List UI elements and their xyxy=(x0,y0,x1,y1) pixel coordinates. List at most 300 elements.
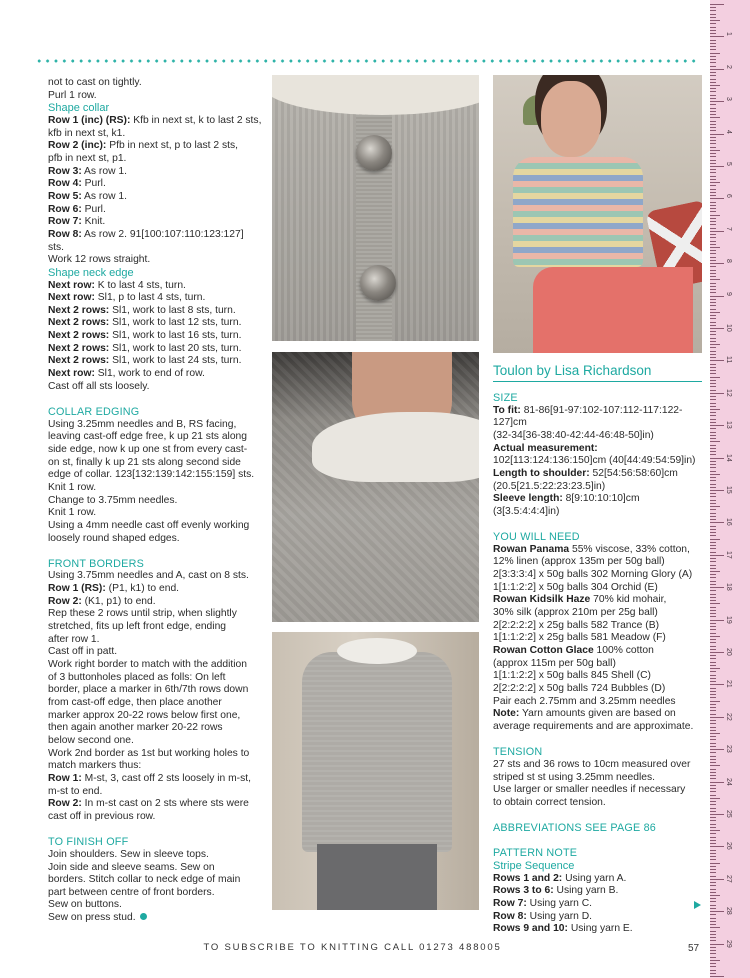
body-line: 102[113:124:136:150]cm (40[44:49:54:59]in) xyxy=(493,455,696,467)
ruler-tick xyxy=(710,759,716,760)
row-label: Next row: xyxy=(48,368,95,380)
body-line: from cast-off edge, then place another xyxy=(48,697,222,709)
body-line: (32-34[36-38:40-42:44-46:48-50]in) xyxy=(493,429,654,441)
ruler-tick xyxy=(710,211,716,212)
pattern-row xyxy=(493,708,703,721)
ruler-tick xyxy=(710,594,716,595)
ruler-tick xyxy=(710,798,720,799)
ruler-tick xyxy=(710,415,716,416)
ruler-tick xyxy=(710,263,724,264)
pattern-row xyxy=(48,583,262,596)
row-label: Next row: xyxy=(48,292,95,304)
ruler-tick xyxy=(710,344,720,345)
row-label: Rows 3 to 6: xyxy=(493,885,554,897)
ruler-tick xyxy=(710,827,716,828)
ruler-label: 9 xyxy=(725,291,732,296)
end-dot-icon xyxy=(140,913,147,920)
body-line: 2[2:2:2:2] x 50g balls 724 Bubbles (D) xyxy=(493,683,666,695)
ruler-tick xyxy=(710,205,716,206)
ruler-tick xyxy=(710,526,716,527)
ruler-tick xyxy=(710,121,716,122)
ruler-tick xyxy=(710,79,716,80)
ruler-tick xyxy=(710,464,716,465)
button-bottom-icon xyxy=(360,265,396,301)
ruler-tick xyxy=(710,72,716,73)
pattern-row xyxy=(493,873,703,886)
ruler-label: 7 xyxy=(725,226,732,231)
body-line: stretched, fits up left front edge, ending xyxy=(48,621,227,633)
body-line: kfb in next st, k1. xyxy=(48,127,126,139)
pattern-title: Toulon by Lisa Richardson xyxy=(493,363,652,378)
body-line: m-st to end. xyxy=(48,785,103,797)
ruler-tick xyxy=(710,808,716,809)
ruler-tick xyxy=(710,587,724,588)
ruler-label: 6 xyxy=(725,194,732,199)
ruler-tick xyxy=(710,338,716,339)
ruler-tick xyxy=(710,20,720,21)
row-label: Row 1 (RS): xyxy=(48,583,106,595)
ruler-tick xyxy=(710,840,716,841)
ruler-tick xyxy=(710,723,716,724)
ruler-tick xyxy=(710,27,716,28)
ruler-tick xyxy=(710,535,716,536)
ruler-tick xyxy=(710,237,716,238)
ruler-tick xyxy=(710,82,716,83)
row-text: Pfb in next st, p to last 2 sts, xyxy=(106,140,238,152)
ruler-tick xyxy=(710,684,724,685)
ruler-tick xyxy=(710,639,716,640)
ruler-tick xyxy=(710,169,716,170)
ruler-tick xyxy=(710,616,716,617)
ruler-tick xyxy=(710,895,720,896)
trousers-shape xyxy=(533,267,693,353)
row-text: Yarn amounts given are based on xyxy=(519,708,676,720)
ruler-tick xyxy=(710,879,724,880)
body-line: Cast off in patt. xyxy=(48,646,118,658)
ruler-tick xyxy=(710,325,716,326)
body-line: border, place a marker in 6th/7th rows down xyxy=(48,684,249,696)
ruler-tick xyxy=(710,957,716,958)
skirt-shape xyxy=(317,844,437,910)
ruler-tick xyxy=(710,143,716,144)
body-line: Sew on buttons. xyxy=(48,899,122,911)
pattern-row xyxy=(48,368,262,381)
row-label: Next 2 rows: xyxy=(48,304,110,316)
ruler-tick xyxy=(710,215,720,216)
ruler-tick xyxy=(710,296,724,297)
ruler-tick xyxy=(710,500,716,501)
row-text: Using yarn E. xyxy=(567,923,633,935)
section-subheading: Shape neck edge xyxy=(48,266,134,279)
row-text: 8[9:10:10:10]cm (3[3.5:4:4:4]in) xyxy=(493,493,640,517)
ruler-tick xyxy=(710,947,716,948)
ruler-tick xyxy=(710,30,716,31)
button-top-icon xyxy=(356,135,392,171)
ruler-tick xyxy=(710,746,716,747)
ruler-tick xyxy=(710,872,716,873)
ruler-tick xyxy=(710,600,716,601)
ruler-tick xyxy=(710,354,716,355)
body-line: 30% silk (approx 210m per 25g ball) xyxy=(493,607,658,619)
row-label: Next 2 rows: xyxy=(48,330,110,342)
ruler-tick xyxy=(710,636,720,637)
row-text: Using yarn A. xyxy=(562,872,627,884)
ruler-tick xyxy=(710,859,716,860)
ruler-tick xyxy=(710,918,716,919)
ruler-tick xyxy=(710,147,716,148)
ruler-tick xyxy=(710,312,720,313)
ruler-label: 20 xyxy=(725,648,732,656)
ruler-tick xyxy=(710,717,724,718)
ruler-tick xyxy=(710,156,716,157)
body-line: leaving cast-off edge free, k up 21 sts along xyxy=(48,431,248,443)
pattern-row xyxy=(493,493,703,518)
ruler-tick xyxy=(710,59,716,60)
body-line: Rep these 2 rows until strip, when slightly xyxy=(48,608,237,620)
row-text: Kfb in next st, k to last 2 sts, xyxy=(130,114,262,126)
ruler-tick xyxy=(710,542,716,543)
ruler-tick xyxy=(710,101,724,102)
subscribe-footer: TO SUBSCRIBE TO KNITTING CALL 01273 488005 xyxy=(203,942,502,953)
ruler-tick xyxy=(710,117,720,118)
ruler-tick xyxy=(710,95,716,96)
ruler-tick xyxy=(710,565,716,566)
ruler-label: 11 xyxy=(725,356,732,364)
body-line: Work 12 rows straight. xyxy=(48,254,151,266)
ruler-tick xyxy=(710,390,716,391)
ruler-tick xyxy=(710,597,716,598)
ruler-tick xyxy=(710,775,716,776)
collar-shape xyxy=(337,638,417,664)
body-line: 1[1:1:2:2] x 50g balls 304 Orchid (E) xyxy=(493,581,658,593)
ruler-label: 4 xyxy=(725,129,732,134)
ruler-tick xyxy=(710,662,716,663)
pattern-row xyxy=(493,468,703,481)
ruler-tick xyxy=(710,934,716,935)
ruler-label: 27 xyxy=(725,874,732,883)
ruler-tick xyxy=(710,577,716,578)
ruler-tick xyxy=(710,824,716,825)
section-heading: TENSION xyxy=(493,746,543,759)
row-text: 52[54:56:58:60]cm xyxy=(589,467,678,479)
ruler-tick xyxy=(710,973,716,974)
ruler-tick xyxy=(710,552,716,553)
ruler-tick xyxy=(710,234,716,235)
ruler-tick xyxy=(710,574,716,575)
row-label: To fit: xyxy=(493,404,521,416)
body-line: (20.5[21.5:22:23:23.5]in) xyxy=(493,480,606,492)
ruler-tick xyxy=(710,386,716,387)
pattern-row xyxy=(493,544,703,557)
body-line: Join shoulders. Sew in sleeve tops. xyxy=(48,848,209,860)
row-label: Row 7: xyxy=(48,216,82,228)
ruler-tick xyxy=(710,966,716,967)
row-label: Row 8: xyxy=(493,910,527,922)
pattern-row xyxy=(493,885,703,898)
ruler-tick xyxy=(710,976,724,977)
section-subheading: Stripe Sequence xyxy=(493,860,575,873)
ruler-tick xyxy=(710,791,716,792)
ruler-tick xyxy=(710,451,716,452)
ruler-tick xyxy=(710,908,716,909)
ruler-tick xyxy=(710,846,724,847)
ruler-label: 23 xyxy=(725,745,732,753)
ruler-tick xyxy=(710,202,716,203)
row-text: Sl1, work to last 8 sts, turn. xyxy=(109,304,236,316)
ruler-tick xyxy=(710,150,720,151)
ruler-tick xyxy=(710,539,720,540)
section-heading: YOU WILL NEED xyxy=(493,531,580,544)
ruler-tick xyxy=(710,315,716,316)
ruler-tick xyxy=(710,185,716,186)
spacer xyxy=(48,393,262,406)
row-text: Purl. xyxy=(81,178,106,190)
ruler-label: 28 xyxy=(725,907,732,915)
ruler-tick xyxy=(710,318,716,319)
ruler-tick xyxy=(710,484,716,485)
body-line: on st, finally k up 21 sts along second side xyxy=(48,456,241,468)
ruler-tick xyxy=(710,273,716,274)
ruler-tick xyxy=(710,46,716,47)
ruler-tick xyxy=(710,166,724,167)
ruler-label: 3 xyxy=(725,97,732,102)
ruler-tick xyxy=(710,811,716,812)
ruler-tick xyxy=(710,270,716,271)
striped-top-shape xyxy=(513,157,643,267)
row-label: Row 8: xyxy=(48,228,82,240)
ruler-tick xyxy=(710,331,716,332)
row-text: Using yarn C. xyxy=(526,898,593,909)
pattern-row xyxy=(493,405,703,430)
body-line: below second one. xyxy=(48,735,134,746)
body-line: Cast off all sts loosely. xyxy=(48,380,150,392)
row-text: Purl. xyxy=(81,203,106,215)
body-line: Work right border to match with the addition xyxy=(48,659,247,671)
ruler-tick xyxy=(710,814,724,815)
row-label: Note: xyxy=(493,708,520,720)
ruler-tick xyxy=(710,649,716,650)
ruler-tick xyxy=(710,950,716,951)
ruler-tick xyxy=(710,516,716,517)
ruler-tick xyxy=(710,409,720,410)
ruler-label: 2 xyxy=(725,64,732,69)
ruler-tick xyxy=(710,675,716,676)
section-heading: FRONT BORDERS xyxy=(48,557,144,570)
ruler-tick xyxy=(710,863,720,864)
ruler-label: 22 xyxy=(725,712,732,721)
ruler-tick xyxy=(710,892,716,893)
body-line xyxy=(48,912,262,925)
ruler-tick xyxy=(710,283,716,284)
pattern-row xyxy=(493,923,703,936)
ruler-tick xyxy=(710,704,716,705)
ruler-tick xyxy=(710,299,716,300)
ruler-tick xyxy=(710,351,716,352)
row-label: Next 2 rows: xyxy=(48,355,110,367)
ruler-tick xyxy=(710,176,716,177)
ruler-tick xyxy=(710,733,720,734)
ruler-tick xyxy=(710,347,716,348)
ruler-tick xyxy=(710,970,716,971)
ruler-tick xyxy=(710,179,716,180)
ruler-tick xyxy=(710,458,724,459)
body-line: marker approx 20-22 rows below first one, xyxy=(48,709,241,721)
ruler-tick xyxy=(710,642,716,643)
row-label: Row 3: xyxy=(48,165,82,177)
spacer xyxy=(493,835,703,848)
ruler-tick xyxy=(710,707,716,708)
ruler-tick xyxy=(710,782,724,783)
row-text: Sl1, work to last 24 sts, turn. xyxy=(109,355,242,367)
ruler-tick xyxy=(710,454,716,455)
body-line: Knit 1 row. xyxy=(48,481,97,493)
ruler-tick xyxy=(710,98,716,99)
ruler-tick xyxy=(710,889,716,890)
pattern-row xyxy=(48,216,262,229)
ruler-tick xyxy=(710,681,716,682)
body-line: 27 sts and 36 rows to 10cm measured over xyxy=(493,758,691,770)
collar-shape xyxy=(272,75,479,115)
ruler-tick xyxy=(710,743,716,744)
ruler-tick xyxy=(710,111,716,112)
ruler-tick xyxy=(710,785,716,786)
row-text: Sl1, p to last 4 sts, turn. xyxy=(94,292,206,304)
ruler-tick xyxy=(710,866,716,867)
ruler-tick xyxy=(710,406,716,407)
ruler-tick xyxy=(710,228,716,229)
ruler-tick xyxy=(710,519,716,520)
body-line: Change to 3.75mm needles. xyxy=(48,494,178,506)
row-text: 55% viscose, 33% cotton, xyxy=(569,543,690,555)
row-text: As row 1. xyxy=(81,190,127,202)
row-label: Row 2 (inc): xyxy=(48,140,107,152)
ruler-tick xyxy=(710,403,716,404)
photo-back-view xyxy=(272,632,479,910)
pattern-row xyxy=(48,330,262,343)
pattern-row xyxy=(493,443,703,456)
ruler-tick xyxy=(710,53,720,54)
ruler-tick xyxy=(710,898,716,899)
ruler-tick xyxy=(710,33,716,34)
ruler-tick xyxy=(710,260,716,261)
ruler-tick xyxy=(710,529,716,530)
ruler-tick xyxy=(710,445,716,446)
dotted-rule xyxy=(35,58,699,64)
ruler-tick xyxy=(710,341,716,342)
ruler-tick xyxy=(710,428,716,429)
ruler-tick xyxy=(710,305,716,306)
row-label: Sleeve length: xyxy=(493,493,563,505)
ruler-tick xyxy=(710,513,716,514)
ruler-label: 16 xyxy=(725,518,732,527)
body-line: Purl 1 row. xyxy=(48,89,97,101)
ruler-tick xyxy=(710,671,716,672)
ruler-tick xyxy=(710,736,716,737)
row-label: Rows 9 and 10: xyxy=(493,923,568,935)
row-label: Rowan Kidsilk Haze xyxy=(493,594,591,606)
ruler-tick xyxy=(710,561,716,562)
row-text: As row 2. 91[100:107:110:123:127] sts. xyxy=(48,228,244,253)
ruler-tick xyxy=(710,127,716,128)
ruler-label: 5 xyxy=(725,162,732,166)
ruler-label: 1 xyxy=(725,32,732,37)
pattern-row xyxy=(48,166,262,179)
photo-collar-back xyxy=(272,352,479,622)
ruler-tick xyxy=(710,778,716,779)
row-text: Sew on press stud. xyxy=(48,912,136,924)
ruler-tick xyxy=(710,730,716,731)
left-text-column xyxy=(48,77,262,925)
row-text: Sl1, work to last 12 sts, turn. xyxy=(109,317,242,329)
section-heading: COLLAR EDGING xyxy=(48,406,140,418)
ruler-tick xyxy=(710,432,716,433)
ruler-tick xyxy=(710,266,716,267)
ruler-label: 14 xyxy=(725,453,732,462)
body-line: edge of collar. 123[132:139:142:155:159] sts. xyxy=(48,469,255,481)
ruler-tick xyxy=(710,850,716,851)
ruler-tick xyxy=(710,448,716,449)
ruler-tick xyxy=(710,571,720,572)
ruler-tick xyxy=(710,876,716,877)
ruler-tick xyxy=(710,221,716,222)
row-text: M-st, 3, cast off 2 sts loosely in m-st, xyxy=(81,772,251,784)
ruler-tick xyxy=(710,490,724,491)
ruler-tick xyxy=(710,422,716,423)
body-line: cast off in previous row. xyxy=(48,810,156,822)
ruler-tick xyxy=(710,496,716,497)
ruler-tick xyxy=(710,334,716,335)
photo-button-detail xyxy=(272,75,479,341)
ruler-tick xyxy=(710,302,716,303)
body-line: Work 2nd border as 1st but working holes to xyxy=(48,747,250,759)
pattern-row xyxy=(48,292,262,305)
body-line: Knit 1 row. xyxy=(48,507,97,519)
ruler-tick xyxy=(710,843,716,844)
ruler-tick xyxy=(710,396,716,397)
ruler-tick xyxy=(710,532,716,533)
ruler-tick xyxy=(710,652,724,653)
ruler-tick xyxy=(710,555,724,556)
pattern-row xyxy=(48,115,262,128)
row-label: Row 2: xyxy=(48,595,82,607)
ruler-label: 18 xyxy=(725,583,732,591)
ruler-tick xyxy=(710,665,716,666)
ruler-tick xyxy=(710,241,716,242)
row-label: Row 6: xyxy=(48,203,82,215)
ruler-tick xyxy=(710,756,716,757)
ruler-tick xyxy=(710,257,716,258)
ruler-tick xyxy=(710,921,716,922)
ruler-tick xyxy=(710,137,716,138)
photo-model-toulon xyxy=(493,75,702,353)
ruler-tick xyxy=(710,937,716,938)
row-label: Actual measurement: xyxy=(493,442,598,454)
ruler-tick xyxy=(710,752,716,753)
pattern-row xyxy=(493,898,703,911)
ruler-tick xyxy=(710,192,716,193)
ruler-tick xyxy=(710,714,716,715)
row-text: As row 1. xyxy=(81,165,127,177)
ruler-tick xyxy=(710,940,716,941)
body-line: then again another marker 20-22 rows xyxy=(48,722,223,734)
ruler-tick xyxy=(710,435,716,436)
ruler-tick xyxy=(710,244,716,245)
ruler-tick xyxy=(710,817,716,818)
ruler-tick xyxy=(710,364,716,365)
spacer xyxy=(493,519,703,532)
right-text-column xyxy=(493,392,703,936)
ruler-tick xyxy=(710,623,716,624)
